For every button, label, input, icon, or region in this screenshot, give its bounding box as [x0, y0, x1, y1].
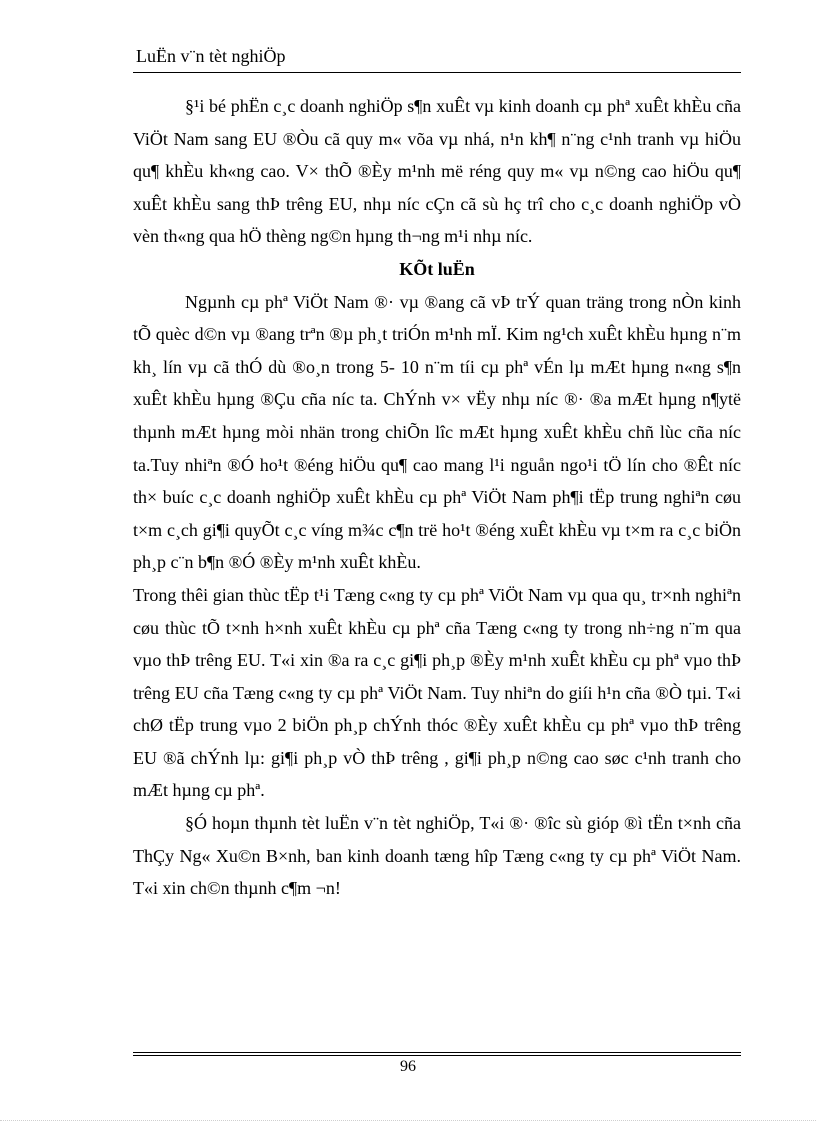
running-header: LuËn v¨n tèt nghiÖp [136, 46, 286, 66]
header-rule [133, 72, 741, 73]
paragraph-acknowledgement: §Ó hoµn thµnh tèt luËn v¨n tèt nghiÖp, T«i ®· ®îc sù gióp ®ì tËn t×nh cña ThÇy Ng« Xu©n B×nh, ban kinh doanh tæng hîp Tæng c«ng ty cµ phª ViÖt Nam. T«i xin ch©n thµnh c¶m ¬n! [133, 813, 741, 899]
section-heading-conclusion: KÕt luËn [399, 258, 475, 279]
paragraph-conclusion-coffee-industry: Ngµnh cµ phª ViÖt Nam ®· vµ ®ang cã vÞ trÝ quan träng trong nÒn kinh tÕ quèc d©n vµ ®ang trªn ®µ ph¸t triÓn m¹nh mÏ. Kim ng¹ch xuÊt khÈu hµng n¨m kh¸ lín vµ cã thÓ dù ®o¸n trong 5- 10 n¨m tíi cµ phª vÉn lµ mÆt hµng n«ng s¶n xuÊt khÈu hµng ®Çu cña níc ta. ChÝnh v× vËy nhµ níc ®· ®a mÆt hµng n¶ytë thµnh mÆt hµng mòi nhän trong chiÕn lîc mÆt hµng xuÊt khÈu chñ lùc cña níc ta.Tuy nhiªn ®Ó ho¹t ®éng hiÖu qu¶ cao mang l¹i nguån ngo¹i tÖ lín cho ®Êt níc th× buíc c¸c doanh nghiÖp xuÊt khÈu cµ phª ViÖt Nam ph¶i tËp trung nghiªn cøu t×m c¸ch gi¶i quyÕt c¸c víng m¾c c¶n trë ho¹t ®éng xuÊt khÈu vµ t×m ra c¸c biÖn ph¸p c¨n b¶n ®Ó ®Èy m¹nh xuÊt khÈu. [133, 291, 741, 573]
footer-rule-top [133, 1052, 741, 1053]
footer-rule-bottom [133, 1055, 741, 1056]
page-number: 96 [400, 1058, 416, 1075]
page-edge [0, 1120, 816, 1121]
paragraph-support-recommendation: §¹i bé phËn c¸c doanh nghiÖp s¶n xuÊt vµ kinh doanh cµ phª xuÊt khÈu cña ViÖt Nam sang EU ®Òu cã quy m« võa vµ nhá, n¹n kh¶ n¨ng c¹nh tranh vµ hiÖu qu¶ khÈu kh«ng cao. V× thÕ ®Èy m¹nh më réng quy m« vµ n©ng cao hiÖu qu¶ xuÊt khÈu sang thÞ trêng EU, nhµ níc cÇn cã sù hç trî cho c¸c doanh nghiÖp vÒ vèn th«ng qua hÖ thèng ng©n hµng th¬ng m¹i nhµ níc. [133, 96, 741, 247]
paragraph-internship-summary: Trong thêi gian thùc tËp t¹i Tæng c«ng ty cµ phª ViÖt Nam vµ qua qu¸ tr×nh nghiªn cøu thùc tÕ t×nh h×nh xuÊt khÈu cµ phª cña Tæng c«ng ty trong nh÷ng n¨m qua vµo thÞ trêng EU. T«i xin ®a ra c¸c gi¶i ph¸p ®Èy m¹nh xuÊt khÈu cµ phª vµo thÞ trêng EU cña Tæng c«ng ty cµ phª ViÖt Nam. Tuy nhiªn do giíi h¹n cña ®Ò tµi. T«i chØ tËp trung vµo 2 biÖn ph¸p chÝnh thóc ®Èy xuÊt khÈu cµ phª vµo thÞ trêng EU ®ã chÝnh lµ: gi¶i ph¸p vÒ thÞ trêng , gi¶i ph¸p n©ng cao søc c¹nh tranh cho mÆt hµng cµ phª. [133, 584, 741, 801]
page-body [133, 90, 741, 905]
